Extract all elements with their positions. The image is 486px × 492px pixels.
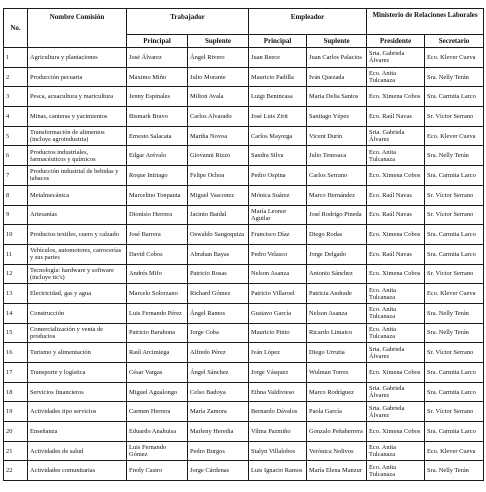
employer-substitute-cell: Juan Carlos Palacios	[307, 48, 367, 68]
table-row	[4, 284, 484, 304]
worker-substitute-cell: Pedro Burgos	[188, 441, 249, 461]
commission-name-cell: Producción pecuaria	[28, 67, 127, 87]
employer-principal-cell: Gustavo García	[249, 303, 307, 323]
commission-name-cell: Pesca, acuacultura y maricultura	[28, 87, 127, 107]
table-row	[4, 382, 484, 402]
commission-name-cell: Producción industrial de bebidas y tabacos	[28, 166, 127, 186]
row-number-cell: 22	[4, 461, 28, 481]
employer-principal-cell: Jorge Vásquez	[249, 363, 307, 383]
header-no: No.	[4, 9, 28, 48]
worker-principal-cell: David Cobos	[127, 244, 188, 264]
employer-principal-cell: Pedro Velasco	[249, 244, 307, 264]
table-header	[4, 9, 484, 48]
header-comision: Nombre Comisión	[28, 9, 127, 48]
ministry-president-cell: Eco. Anita Tulcanaza	[367, 323, 425, 343]
table-row	[4, 323, 484, 343]
employer-principal-cell: Mónica Suárez	[249, 185, 307, 205]
employer-principal-cell: Carlos Mayorga	[249, 126, 307, 146]
employer-substitute-cell: Wulman Torres	[307, 363, 367, 383]
employer-substitute-cell: María Elena Manzur	[307, 461, 367, 481]
employer-substitute-cell: Marco Rodríguez	[307, 382, 367, 402]
employer-principal-cell: Iván López	[249, 343, 307, 363]
ministry-secretary-cell: Sr. Víctor Serrano	[425, 402, 484, 422]
employer-substitute-cell: Marco Hernández	[307, 185, 367, 205]
worker-substitute-cell: Jorge Cárdenas	[188, 461, 249, 481]
header-secretario: Secretario	[425, 35, 484, 48]
ministry-president-cell: Eco. Ximena Cobos	[367, 264, 425, 284]
worker-substitute-cell: Ángel Ramos	[188, 303, 249, 323]
employer-principal-cell: Juan Reece	[249, 48, 307, 68]
employer-principal-cell: Ethna Valdivieso	[249, 382, 307, 402]
table-row	[4, 185, 484, 205]
worker-substitute-cell: Marleny Heredia	[188, 422, 249, 442]
header-ministerio: Ministerio de Relaciones Laborales	[367, 9, 484, 35]
commission-name-cell: Agricultura y plantaciones	[28, 48, 127, 68]
worker-principal-cell: Dionisio Herrera	[127, 205, 188, 225]
worker-substitute-cell: Felipe Ochoa	[188, 166, 249, 186]
row-number-cell: 9	[4, 205, 28, 225]
worker-principal-cell: Maximo Miño	[127, 67, 188, 87]
employer-substitute-cell: Julio Tenesaca	[307, 146, 367, 166]
row-number-cell: 2	[4, 67, 28, 87]
worker-substitute-cell: Patricio Rosas	[188, 264, 249, 284]
employer-principal-cell: Nelson Asanza	[249, 264, 307, 284]
worker-substitute-cell: María Zamora	[188, 402, 249, 422]
row-number-cell: 17	[4, 363, 28, 383]
ministry-secretary-cell: Eco. Klever Cueva	[425, 48, 484, 68]
ministry-president-cell: Eco. Anita Tulcanaza	[367, 441, 425, 461]
commission-name-cell: Comercialización y venta de productos	[28, 323, 127, 343]
ministry-president-cell: Eco. Raúl Navas	[367, 205, 425, 225]
row-number-cell: 4	[4, 107, 28, 127]
employer-principal-cell: Sandra Silva	[249, 146, 307, 166]
employer-principal-cell: Mauricio Padilla	[249, 67, 307, 87]
worker-principal-cell: José Barrera	[127, 225, 188, 245]
header-empleador-suplente: Suplente	[307, 35, 367, 48]
employer-substitute-cell: Santiago Yépez	[307, 107, 367, 127]
commission-name-cell: Actividades tipo servicios	[28, 402, 127, 422]
worker-substitute-cell: Celso Badoya	[188, 382, 249, 402]
worker-substitute-cell: Giovanni Rizzo	[188, 146, 249, 166]
worker-substitute-cell: Carlos Alvarado	[188, 107, 249, 127]
commission-name-cell: Enseñanza	[28, 422, 127, 442]
commission-name-cell: Artesanías	[28, 205, 127, 225]
worker-principal-cell: José Álvarez	[127, 48, 188, 68]
worker-principal-cell: Edgar Arévalo	[127, 146, 188, 166]
worker-substitute-cell: Ángel Sánchez	[188, 363, 249, 383]
table-row	[4, 87, 484, 107]
ministry-secretary-cell: Sra. Carmita Larco	[425, 422, 484, 442]
row-number-cell: 3	[4, 87, 28, 107]
commission-name-cell: Construcción	[28, 303, 127, 323]
table-row	[4, 363, 484, 383]
employer-principal-cell: María Leonor Aguilar	[249, 205, 307, 225]
commission-name-cell: Actividades de salud	[28, 441, 127, 461]
employer-substitute-cell: Iván Quezada	[307, 67, 367, 87]
commission-name-cell: Vehículos, automotores, carrocerías y sus partes	[28, 244, 127, 264]
ministry-secretary-cell: Sr. Víctor Serrano	[425, 205, 484, 225]
commission-name-cell: Transformación de alimentos (incluye agroindustria)	[28, 126, 127, 146]
table-row	[4, 166, 484, 186]
table-row	[4, 126, 484, 146]
employer-substitute-cell: Vicent Durín	[307, 126, 367, 146]
header-trabajador-suplente: Suplente	[188, 35, 249, 48]
ministry-president-cell: Eco. Anita Tulcanaza	[367, 67, 425, 87]
ministry-secretary-cell: Sr. Víctor Serrano	[425, 185, 484, 205]
employer-principal-cell: Pedro Ospina	[249, 166, 307, 186]
worker-substitute-cell: Julio Morante	[188, 67, 249, 87]
table-row	[4, 264, 484, 284]
ministry-president-cell: Eco. Anita Tulcanaza	[367, 146, 425, 166]
employer-principal-cell: Stalyn Villalobos	[249, 441, 307, 461]
row-number-cell: 20	[4, 422, 28, 442]
ministry-president-cell: Eco. Ximena Cobos	[367, 225, 425, 245]
document-page	[3, 8, 483, 481]
ministry-president-cell: Eco. Ximena Cobos	[367, 422, 425, 442]
table-row	[4, 48, 484, 68]
employer-substitute-cell: Verónica Nolivos	[307, 441, 367, 461]
ministry-president-cell: Eco. Ximena Cobos	[367, 87, 425, 107]
ministry-secretary-cell: Sr. Víctor Serrano	[425, 264, 484, 284]
row-number-cell: 1	[4, 48, 28, 68]
worker-principal-cell: Marcelino Tonpanta	[127, 185, 188, 205]
row-number-cell: 14	[4, 303, 28, 323]
commissions-table	[3, 8, 484, 481]
ministry-president-cell: Srta. Gabriela Álvarez	[367, 126, 425, 146]
worker-principal-cell: Miguel Agualongo	[127, 382, 188, 402]
employer-substitute-cell: Diego Urrutia	[307, 343, 367, 363]
worker-substitute-cell: Abrahan Bayas	[188, 244, 249, 264]
ministry-secretary-cell: Eco. Klever Cueva	[425, 284, 484, 304]
ministry-president-cell: Eco. Raúl Navas	[367, 107, 425, 127]
ministry-secretary-cell: Sra. Nelly Terán	[425, 67, 484, 87]
worker-principal-cell: Jenny Espinales	[127, 87, 188, 107]
ministry-secretary-cell: Sr. Víctor Serrano	[425, 343, 484, 363]
header-trabajador-principal: Principal	[127, 35, 188, 48]
ministry-president-cell: Srta. Gabriela Álvarez	[367, 402, 425, 422]
header-empleador: Empleador	[249, 9, 367, 35]
commission-name-cell: Transporte y logística	[28, 363, 127, 383]
row-number-cell: 8	[4, 185, 28, 205]
employer-substitute-cell: Gonzalo Peñaherrera	[307, 422, 367, 442]
worker-substitute-cell: Alfredo Pérez	[188, 343, 249, 363]
header-presidente: Presidente	[367, 35, 425, 48]
row-number-cell: 18	[4, 382, 28, 402]
ministry-secretary-cell: Sra. Nelly Terán	[425, 461, 484, 481]
ministry-president-cell: Srta. Gabriela Álvarez	[367, 382, 425, 402]
header-empleador-principal: Principal	[249, 35, 307, 48]
employer-principal-cell: Vilma Pazmiño	[249, 422, 307, 442]
employer-substitute-cell: Paola García	[307, 402, 367, 422]
worker-principal-cell: Eduardo Anahuisa	[127, 422, 188, 442]
ministry-secretary-cell: Sra. Carmita Larco	[425, 244, 484, 264]
ministry-secretary-cell: Sra. Nelly Terán	[425, 146, 484, 166]
worker-principal-cell: Luis Fernando Gómez	[127, 441, 188, 461]
ministry-secretary-cell: Sra. Carmita Larco	[425, 382, 484, 402]
ministry-president-cell: Eco. Raúl Navas	[367, 185, 425, 205]
worker-substitute-cell: Ángel Rivero	[188, 48, 249, 68]
employer-principal-cell: Luigi Benincasa	[249, 87, 307, 107]
ministry-secretary-cell: Sra. Carmita Larco	[425, 225, 484, 245]
table-row	[4, 343, 484, 363]
row-number-cell: 11	[4, 244, 28, 264]
table-row	[4, 402, 484, 422]
ministry-president-cell: Srta. Gabriela Álvarez	[367, 48, 425, 68]
row-number-cell: 13	[4, 284, 28, 304]
worker-substitute-cell: Martha Novoa	[188, 126, 249, 146]
ministry-president-cell: Srta. Gabriela Álvarez	[367, 343, 425, 363]
commission-name-cell: Productos textiles, cuero y calzado	[28, 225, 127, 245]
commission-name-cell: Tecnología: hardware y software (incluye tic's)	[28, 264, 127, 284]
table-row	[4, 146, 484, 166]
table-row	[4, 303, 484, 323]
row-number-cell: 16	[4, 343, 28, 363]
worker-principal-cell: Marcelo Solorzano	[127, 284, 188, 304]
table-row	[4, 67, 484, 87]
employer-substitute-cell: Ricardo Limaico	[307, 323, 367, 343]
table-body	[4, 48, 484, 481]
commission-name-cell: Turismo y alimentación	[28, 343, 127, 363]
ministry-president-cell: Eco. Anita Tulcanaza	[367, 461, 425, 481]
employer-substitute-cell: Patricia Andrade	[307, 284, 367, 304]
ministry-president-cell: Eco. Anita Tulcanaza	[367, 303, 425, 323]
employer-substitute-cell: Nelson Asanza	[307, 303, 367, 323]
row-number-cell: 5	[4, 126, 28, 146]
commission-name-cell: Actividades comunitarias	[28, 461, 127, 481]
employer-substitute-cell: Diego Rodas	[307, 225, 367, 245]
worker-substitute-cell: Jacinto Baidal	[188, 205, 249, 225]
employer-substitute-cell: José Rodrigo Pineda	[307, 205, 367, 225]
ministry-secretary-cell: Sra. Carmita Larco	[425, 166, 484, 186]
employer-principal-cell: Francisco Díaz	[249, 225, 307, 245]
row-number-cell: 19	[4, 402, 28, 422]
employer-principal-cell: Bernardo Dávalos	[249, 402, 307, 422]
worker-principal-cell: Raúl Arcimiega	[127, 343, 188, 363]
worker-principal-cell: Ernesto Salacata	[127, 126, 188, 146]
worker-substitute-cell: Milton Avala	[188, 87, 249, 107]
worker-principal-cell: César Vargas	[127, 363, 188, 383]
ministry-secretary-cell: Sra. Nelly Terán	[425, 303, 484, 323]
ministry-president-cell: Eco. Anita Tulcanaza	[367, 284, 425, 304]
employer-principal-cell: Patricio Villaroel	[249, 284, 307, 304]
worker-substitute-cell: Oswaldo Sangoquiza	[188, 225, 249, 245]
ministry-secretary-cell: Sra. Carmita Larco	[425, 87, 484, 107]
worker-principal-cell: Roque Intriago	[127, 166, 188, 186]
row-number-cell: 10	[4, 225, 28, 245]
table-row	[4, 225, 484, 245]
employer-substitute-cell: Maria Delia Santos	[307, 87, 367, 107]
ministry-president-cell: Eco. Ximena Cobos	[367, 363, 425, 383]
ministry-president-cell: Eco. Ximena Cobos	[367, 166, 425, 186]
table-row	[4, 205, 484, 225]
commission-name-cell: Minas, canteras y yacimientos	[28, 107, 127, 127]
ministry-secretary-cell: Eco. Klever Cueva	[425, 126, 484, 146]
table-row	[4, 441, 484, 461]
commission-name-cell: Productos industriales, farmacéuticos y químicos	[28, 146, 127, 166]
row-number-cell: 6	[4, 146, 28, 166]
ministry-secretary-cell: Sra. Nelly Terán	[425, 323, 484, 343]
worker-principal-cell: Carmen Herrera	[127, 402, 188, 422]
row-number-cell: 7	[4, 166, 28, 186]
employer-principal-cell: José Luis Zirit	[249, 107, 307, 127]
row-number-cell: 15	[4, 323, 28, 343]
commission-name-cell: Electricidad, gas y agua	[28, 284, 127, 304]
header-trabajador: Trabajador	[127, 9, 249, 35]
employer-substitute-cell: Antonio Sánchez	[307, 264, 367, 284]
worker-principal-cell: Fredy Castro	[127, 461, 188, 481]
worker-principal-cell: Bismark Bravo	[127, 107, 188, 127]
table-row	[4, 422, 484, 442]
table-row	[4, 244, 484, 264]
employer-substitute-cell: Jorge Delgado	[307, 244, 367, 264]
table-row	[4, 107, 484, 127]
worker-principal-cell: Andrés Mifo	[127, 264, 188, 284]
worker-substitute-cell: Miguel Vasconez	[188, 185, 249, 205]
ministry-president-cell: Eco. Raúl Navas	[367, 244, 425, 264]
worker-substitute-cell: Jorge Coba	[188, 323, 249, 343]
ministry-secretary-cell: Eco. Klever Cueva	[425, 441, 484, 461]
employer-substitute-cell: Carlos Serrano	[307, 166, 367, 186]
row-number-cell: 21	[4, 441, 28, 461]
table-row	[4, 461, 484, 481]
employer-principal-cell: Luis Ignacio Ramos	[249, 461, 307, 481]
worker-substitute-cell: Richard Gómez	[188, 284, 249, 304]
ministry-secretary-cell: Sra. Carmita Larco	[425, 363, 484, 383]
commission-name-cell: Servicios financieros	[28, 382, 127, 402]
worker-principal-cell: Luis Fernando Pérez	[127, 303, 188, 323]
ministry-secretary-cell: Sr. Víctor Serrano	[425, 107, 484, 127]
employer-principal-cell: Mauricio Pinto	[249, 323, 307, 343]
worker-principal-cell: Patricio Barahona	[127, 323, 188, 343]
row-number-cell: 12	[4, 264, 28, 284]
commission-name-cell: Metalmecánica	[28, 185, 127, 205]
